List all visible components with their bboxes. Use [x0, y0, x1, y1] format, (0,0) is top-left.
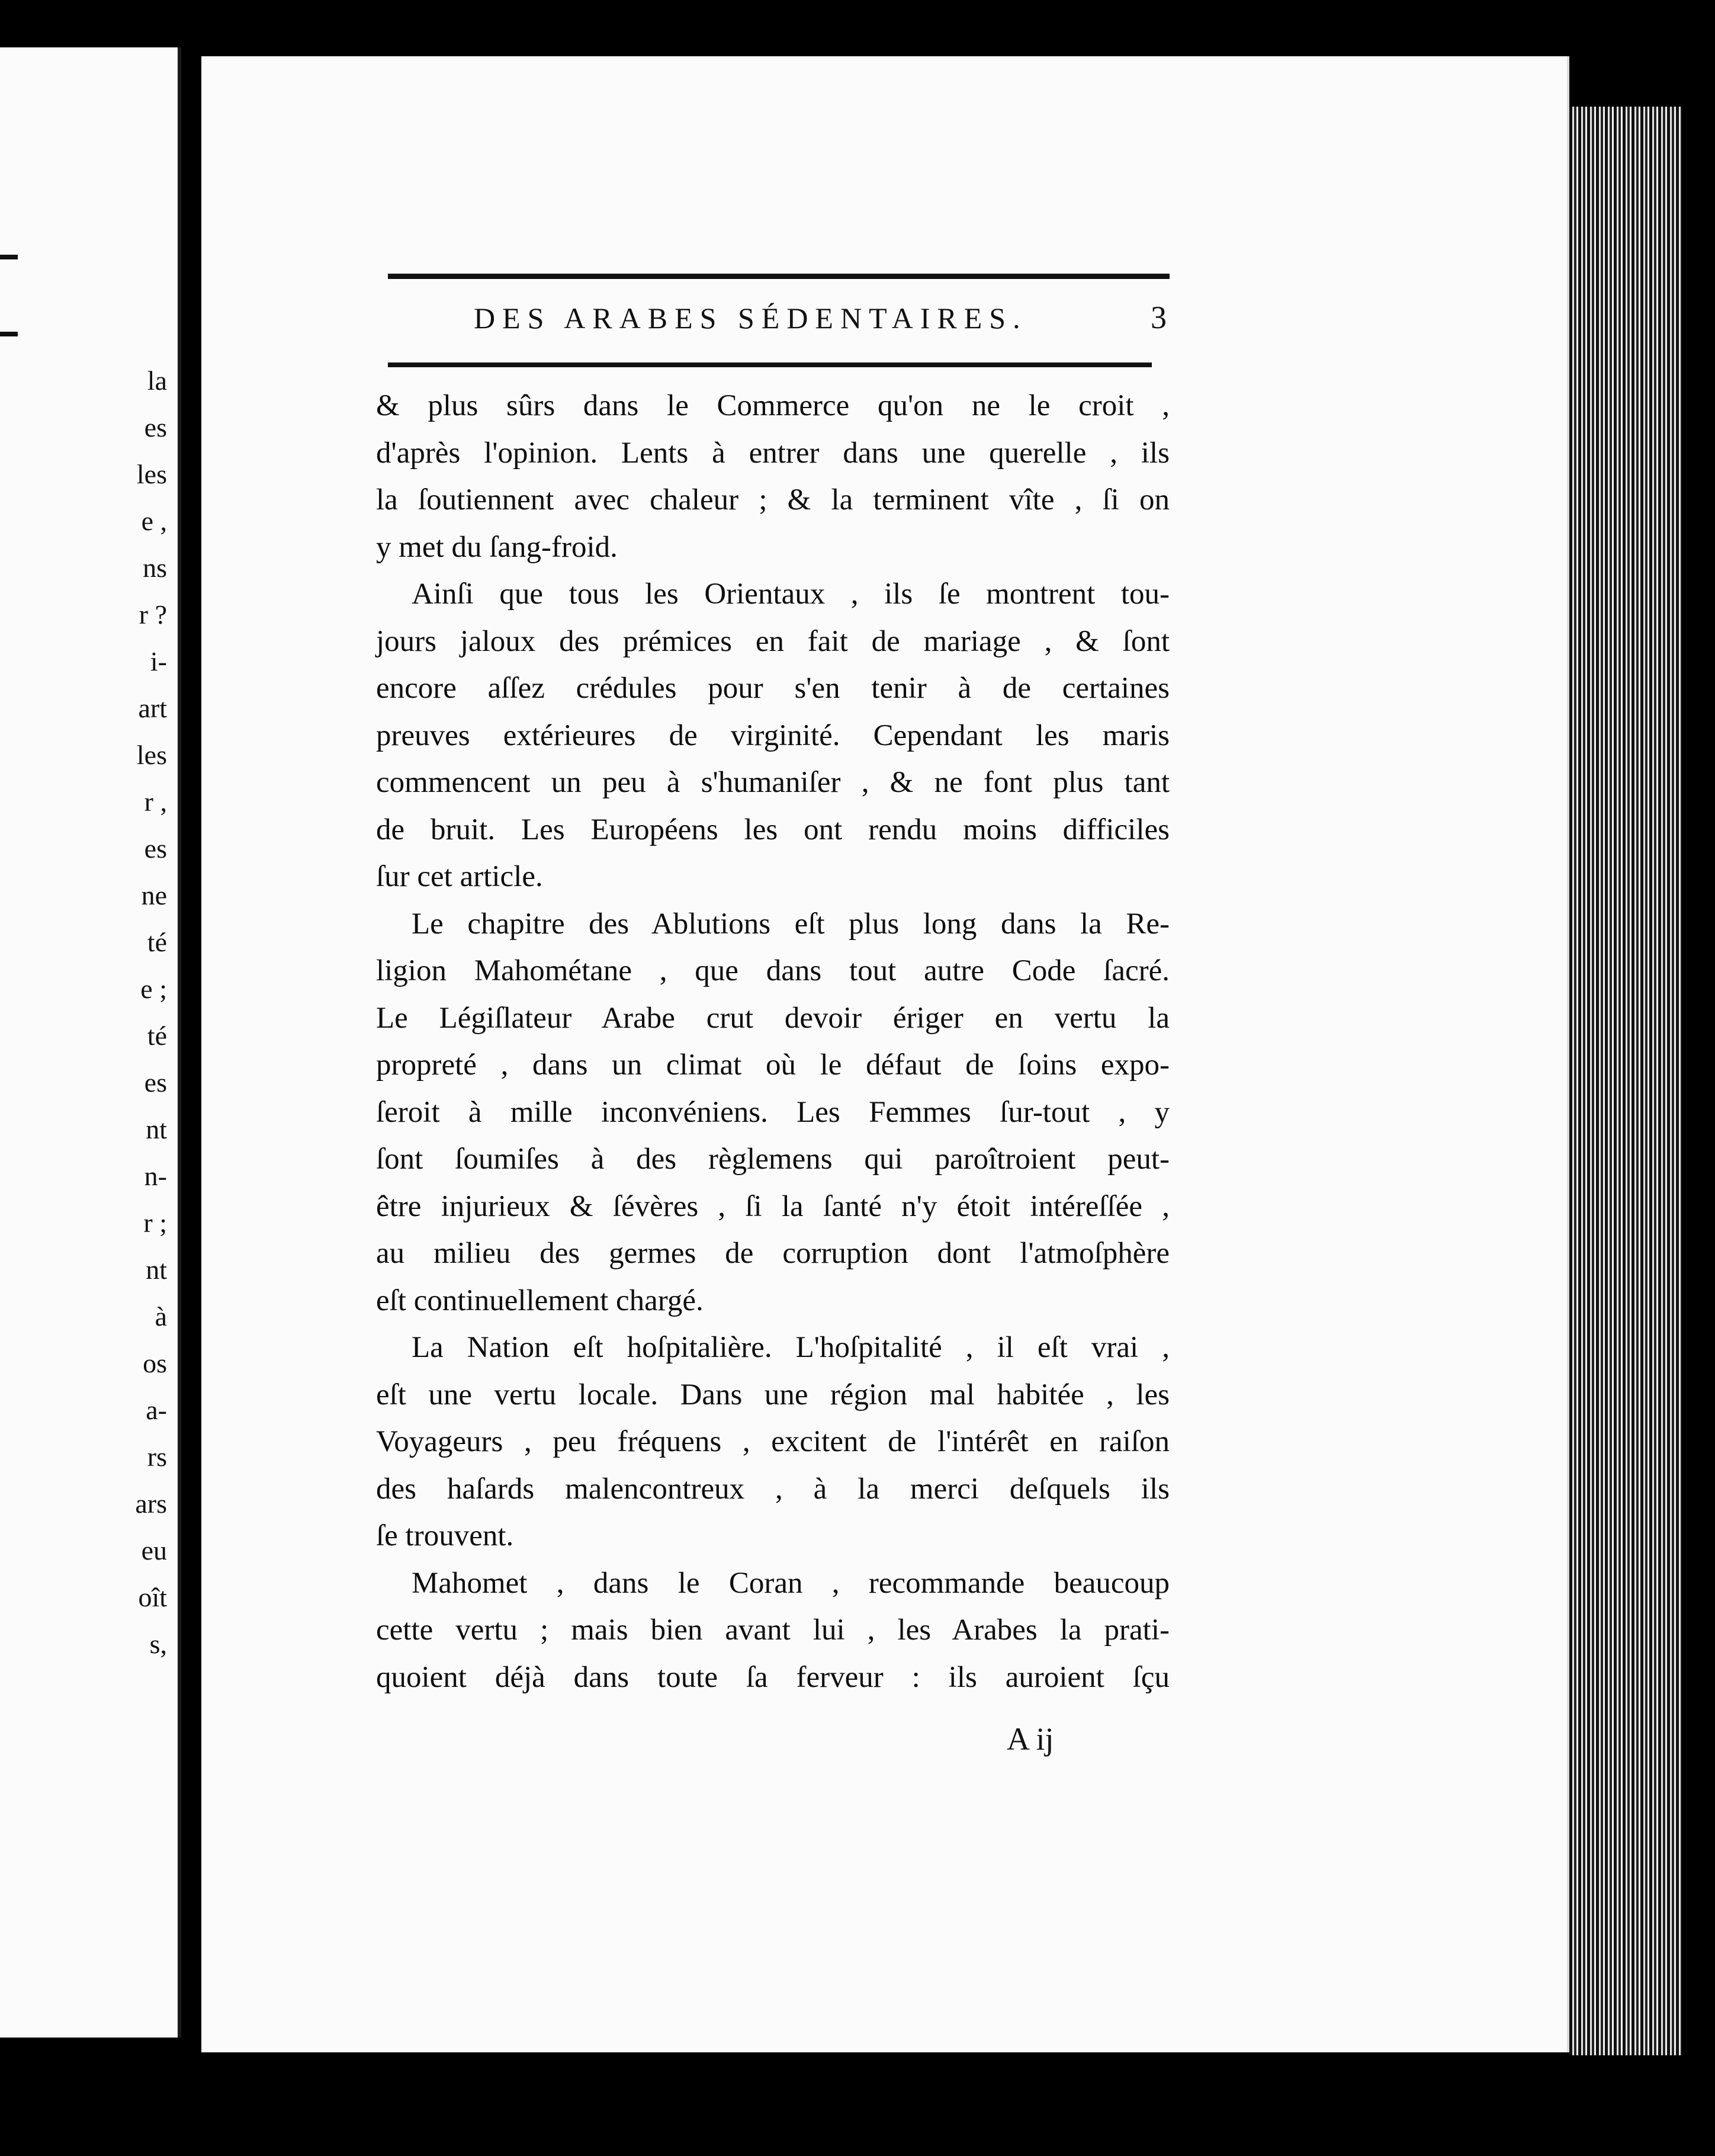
page-edge-stack	[1569, 107, 1682, 2055]
text-line: cette vertu ; mais bien avant lui , les Arabes la prati-	[376, 1613, 1170, 1647]
text-line: jours jaloux des prémices en fait de mariage , & ſont	[376, 624, 1170, 658]
text-line: ſe trouvent.	[376, 1519, 514, 1552]
text-line: au milieu des germes de corruption dont l'atmoſphère	[376, 1237, 1170, 1270]
text-line: ſur cet article.	[376, 860, 543, 893]
left-page-fragment: i-	[150, 646, 167, 676]
left-page-rule	[0, 332, 18, 336]
left-page-fragment: ns	[143, 553, 167, 583]
text-line: des haſards malencontreux , à la merci deſquels ils	[376, 1472, 1170, 1506]
left-page-fragment: r ;	[143, 1208, 167, 1238]
left-page-fragment: es	[144, 833, 167, 864]
left-page-fragment: es	[144, 412, 167, 442]
left-page-fragment: r ,	[144, 787, 167, 817]
text-line: encore aſſez crédules pour s'en tenir à de certaines	[376, 672, 1170, 705]
left-page-fragment: es	[144, 1067, 167, 1098]
left-page-fragment: art	[138, 693, 167, 723]
left-page-rule	[0, 255, 18, 259]
text-line: d'après l'opinion. Lents à entrer dans une querelle , ils	[376, 436, 1170, 470]
signature-mark: A ij	[1007, 1721, 1054, 1757]
left-page-fragment: les	[136, 459, 167, 489]
text-line: & plus sûrs dans le Commerce qu'on ne le croit ,	[376, 389, 1170, 422]
text-line: de bruit. Les Européens les ont rendu moins difficiles	[376, 813, 1170, 846]
left-page-fragment: r ?	[139, 599, 167, 630]
left-page-fragment: té	[147, 1021, 167, 1051]
text-line: ligion Mahométane , que dans tout autre Code ſacré.	[376, 954, 1170, 987]
left-page-fragment: ne	[141, 880, 167, 910]
text-line: La Nation eſt hoſpitalière. L'hoſpitalité , il eſt vrai ,	[412, 1331, 1170, 1364]
left-page-fragment: s,	[149, 1629, 167, 1659]
text-line: Le chapitre des Ablutions eſt plus long dans la Re-	[412, 907, 1170, 941]
left-page-fragment: nt	[146, 1255, 167, 1285]
text-line: propreté , dans un climat où le défaut de ſoins expo-	[376, 1048, 1170, 1082]
header-rule-top	[388, 274, 1170, 279]
left-page-fragment: rs	[147, 1442, 167, 1472]
left-page-fragment: ars	[135, 1488, 167, 1519]
running-header	[474, 299, 1167, 336]
left-page-fragment: eu	[141, 1535, 167, 1565]
text-line: Mahomet , dans le Coran , recommande beaucoup	[412, 1566, 1170, 1600]
text-line: eſt une vertu locale. Dans une région mal habitée , les	[376, 1378, 1170, 1411]
left-page-fragment: e ,	[141, 506, 167, 536]
left-page-edge	[0, 47, 181, 2038]
left-page-fragment: a-	[146, 1395, 167, 1425]
left-page-fragment: oît	[138, 1582, 167, 1612]
header-rule-bottom	[388, 362, 1152, 367]
left-page-fragment: os	[143, 1348, 167, 1378]
text-line: eſt continuellement chargé.	[376, 1284, 704, 1317]
text-line: ſont ſoumiſes à des règlemens qui paroîtroient peut-	[376, 1143, 1170, 1176]
left-page-fragment: nt	[146, 1114, 167, 1144]
text-line: ſeroit à mille inconvéniens. Les Femmes ſur-tout , y	[376, 1095, 1170, 1129]
left-page-fragment: la	[147, 365, 167, 396]
left-page-fragment: les	[136, 740, 167, 770]
text-line: être injurieux & ſévères , ſi la ſanté n'y étoit intéreſſée ,	[376, 1189, 1170, 1223]
text-line: Voyageurs , peu fréquens , excitent de l'intérêt en raiſon	[376, 1425, 1170, 1458]
left-page-fragment: n-	[144, 1161, 167, 1191]
text-line: y met du ſang-froid.	[376, 530, 618, 564]
running-header-title: DES ARABES SÉDENTAIRES.	[474, 301, 1027, 335]
text-line: Le Légiſlateur Arabe crut devoir ériger en vertu la	[376, 1001, 1170, 1035]
text-line: preuves extérieures de virginité. Cependant les maris	[376, 718, 1170, 752]
left-page-fragment: à	[155, 1301, 167, 1332]
text-line: commencent un peu à s'humaniſer , & ne font plus tant	[376, 766, 1170, 799]
page-number: 3	[1151, 300, 1167, 335]
left-page-fragment: té	[147, 927, 167, 957]
text-line: la ſoutiennent avec chaleur ; & la terminent vîte , ſi on	[376, 483, 1170, 516]
left-page-fragment: e ;	[140, 974, 167, 1004]
text-line: quoient déjà dans toute ſa ferveur : ils auroient ſçu	[376, 1660, 1170, 1694]
text-line: Ainſi que tous les Orientaux , ils ſe montrent tou-	[412, 578, 1170, 611]
